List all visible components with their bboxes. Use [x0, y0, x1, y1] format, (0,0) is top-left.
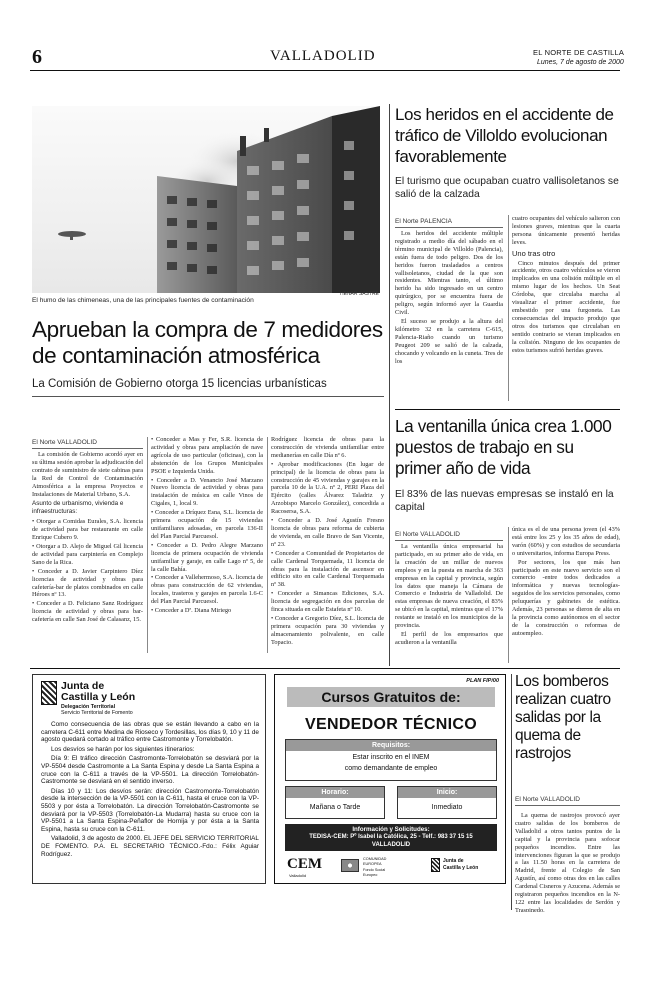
start-value: Inmediato [431, 804, 463, 811]
notice-paragraph: Día 9: El tráfico dirección Castromonte-Torrelobatón se desviará por la VP-5504 desde Castromonte a La Santa Espina y desde La Santa Espina a cruce con la C-611 a través de la VP-5501. La dirección Torrelobatón-Castromonte se desviará en el sentido inverso. [41, 755, 259, 786]
paragraph: • Conceder a Vallehermoso, S.A. licencia de obras para construcción de 62 viviendas, locales, trasteros y garajes en parcela 1.6-C del Plan Parcial Parcuesol. [151, 574, 263, 606]
paragraph: • Conceder a Comunidad de Propietarios de calle Cardenal Torquemada, 11 licencia de obras para la instalación de ascensor en edificio sito en calle Cardenal Torquemada nº 38. [271, 549, 384, 589]
paragraph: • Conceder a D. Pedro Alegre Marzano licencia de primera ocupación de vivienda unifamiliar y garaje, en calle Lago nº 5, de la calle Bahía. [151, 541, 263, 573]
paragraph: • Otorgar a Comidas Eurales, S.A. licencia de actividad para bar restaurante en calle Enrique Cubero 9. [32, 518, 143, 542]
photo-caption: El humo de las chimeneas, una de las principales fuentes de contaminación [32, 297, 254, 304]
story3-column-2 [512, 526, 620, 664]
story4-byline [515, 796, 620, 806]
eu-logo-line3: Fondo Social [363, 868, 386, 872]
paragraph: La ventanilla única empresarial ha participado, en su primer año de vida, en la creación de un millar de nuevos empleos y en la puesta en marcha de 363 empresas en la capital y provincia, según los datos que maneja la Cámara de Comercio e Industria de Valladolid. De estas empresas de nueva creación, el 83% se ubicó en la capital, mientras que el 17% restante se instaló en los municipios de la provincia. [395, 543, 503, 630]
paragraph: • Conceder a Mas y Fer, S.R. licencia de actividad y obras para ampliación de nave agrícola de uso particular (oficinas), con la abstención de los Grupos Municipales PSOE e Izquierda Unida. [151, 436, 263, 475]
cursos-title: Cursos Gratuitos de: [287, 687, 495, 707]
story2-column-1 [395, 230, 503, 402]
byline-text: El Norte PALENCIA [395, 218, 452, 225]
cem-logo: CEM [287, 856, 322, 872]
eu-logo-line1: COMUNIDAD [363, 857, 387, 861]
info-box [285, 824, 497, 851]
junta-dept-line2: Servicio Territorial de Fomento [61, 710, 133, 716]
paragraph: • Otorgar a D. Alejo de Miguel Gil licencia de actividad para carpintería en Complejo Sano de la Rica. [32, 542, 143, 566]
schedule-box [285, 786, 385, 819]
start-box [397, 786, 497, 819]
building-chimney-illustration [32, 106, 380, 293]
main-byline [32, 439, 143, 449]
schedule-value: Mañana o Tarde [309, 804, 361, 811]
info-label: Información y Solicitudes: [352, 826, 430, 833]
course-name: VENDEDOR TÉCNICO [305, 716, 477, 733]
paragraph: • Conceder a Dª. Diana Miriego [151, 607, 232, 615]
eu-logo-line4: Europeo [363, 873, 378, 877]
story2-headline: Los heridos en el accidente de tráfico de Villoldo evolucionan favorablemente [395, 105, 614, 166]
issue-date: Lunes, 7 de agosto de 2000 [537, 59, 624, 66]
story2-subhead: El turismo que ocupaban cuatro vallisoletanos se salió de la calzada [395, 176, 619, 200]
notice-paragraph: Los desvíos se harán por los siguientes itinerarios: [51, 745, 195, 753]
main-headline: Aprueban la compra de 7 medidores de contaminación atmosférica [32, 317, 383, 368]
paragraph: Por sectores, los que más han participado en este nuevo servicio son el comercio -entre todos dedicados a informática y nuevas tecnologías- seguidos de los servicios personales, como peluquerías y gabinetes de estética. Además, 23 personas se dieron de alta en la provincia como autónomos en el sector de la construcción o reformas de autoempleo. [512, 558, 620, 637]
cem-logo-sub: Valladolid [289, 873, 307, 878]
requirements-line1: Estar inscrito en el INEM [352, 754, 430, 761]
paragraph: • Aprobar modificaciones (En lugar de principal) de la licencia de obras para la construcción de 45 viviendas y garajes en la parcela 10 de la U.A. nº 2, PERI Plaza del Ejército (calles Álvarez Taladriz y Arzobispo Marcelo González), concedida a Racosersa, S.A. [271, 460, 384, 516]
paragraph: El perfil de los empresarios que acudieron a la ventanilla [395, 630, 503, 646]
paragraph: • Conceder a D. Javier Carpintero Díez licencias de actividad y obras para cafetería-bar de platos combinados en calle Héroes nº 13. [32, 567, 143, 599]
paragraph: Cinco minutos después del primer accidente, otros cuatro vehículos se vieron implicados en una colisión múltiple en el mismo lugar de los hechos. Un Seat Córdoba, que circulaba marcha al visualizar el primer accidente, fue embestido por una furgoneta. Las consecuencias del impacto produjo que otros dos turismos que circulaban en sentido contrario se vieran implicados en la colisión. Ninguno de los ocupantes de estos turismos sufrió heridas graves. [512, 259, 620, 354]
jcyl-logo-line2: Castilla y León [443, 865, 479, 871]
section-title: VALLADOLID [270, 48, 376, 64]
notice-paragraph: Valladolid, 3 de agosto de 2000. EL JEFE DEL SERVICIO TERRITORIAL DE FOMENTO. P.A. EL SECRETARIO TÉCNICO.-Fdo.: Félix Aguiar Rodríguez. [41, 835, 259, 858]
junta-shield-icon [41, 681, 57, 705]
photo-credit: HENAR SASTRE [340, 291, 379, 297]
paragraph: La quema de rastrojos provocó ayer cuatro salidas de los bomberos de Valladolid a otros tantos puntos de la capital y la provincia para sofocar pequeños incendios. Entre las intervenciones figuran la que se produjo a las 11.50 horas en la carretera de Madrid, frente al Colegio de San Agustín, así como otras dos en las calles Cardenal Cisneros y Azucena. Además se registraron pequeños incendios en la N-122 entre las localidades de Serdón y Traspinedo. [515, 812, 620, 912]
requirements-line2: como demandante de empleo [344, 765, 438, 772]
story3-subhead: El 83% de las nuevas empresas se instaló en la capital [395, 489, 614, 513]
eu-logo-line2: EUROPEA [363, 862, 382, 866]
story2-column-2 [512, 215, 620, 403]
story3-byline [395, 531, 503, 541]
page-number: 6 [32, 46, 42, 68]
ad-junta-notice [32, 674, 266, 884]
header-rule [30, 70, 620, 71]
byline-text: El Norte VALLADOLID [515, 796, 580, 803]
story3-headline: La ventanilla única crea 1.000 puestos de trabajo en su primer año de vida [395, 416, 612, 478]
notice-paragraph: Días 10 y 11: Los desvíos serán: dirección Castromonte-Torrelobatón desde la intersección de la VP-5501 con la C-611, hasta el cruce con la VP-5503 y por ésta a Torrelobatón. La dirección Torrelobatón-Castromonte se desviará por la VP-5503 (Torrelobatón-La Mudarra) hasta su cruce con la VP-5501 a La Santa Espina-Peñaflor de Hornija y por ésta a la Santa Espina, hasta su cruce con la C-611. [41, 787, 259, 833]
newspaper-name: EL NORTE DE CASTILLA [533, 48, 625, 57]
ad-cursos [274, 674, 506, 884]
junta-brand-line2: Castilla y León [61, 691, 136, 703]
junta-dept-line1: Delegación Territorial [61, 704, 116, 710]
paragraph: La comisión de Gobierno acordó ayer en su última sesión aprobar la adjudicación del contrato de suministro de siete cabinas para la Red de Control de Contaminación Atmosférica a la empresa Proyectos e Instalaciones de Material Urbano, S.A. [32, 451, 143, 498]
paragraph: • Conceder a Gregorio Díez, S.L. licencia de primera ocupación para 30 viviendas y almacenamiento polivalente, en calle Topacio. [271, 614, 384, 646]
info-city: VALLADOLID [371, 842, 411, 848]
plan-label: PLAN FIP/00 [466, 678, 499, 684]
requirements-box [285, 739, 497, 781]
eu-flag-icon [341, 859, 359, 872]
paragraph: cuatro ocupantes del vehículo salieron con lesiones graves, mientras que la cuarta persona únicamente presentó heridas leves. [512, 215, 620, 246]
byline-text: El Norte VALLADOLID [32, 439, 97, 446]
jcyl-logo-line1: Junta de [443, 858, 464, 864]
schedule-label: Horario: [286, 787, 384, 798]
main-column-1 [32, 451, 143, 673]
story2-byline [395, 218, 503, 228]
paragraph: • Conceder a D. José Agustín Fresno licencia de obras para reforma de cubierta de vivienda, en calle Bravo de San Vicente, nº 23. [271, 517, 384, 548]
paragraph: • Conceder a D. Feliciano Sanz Rodríguez licencia de actividad y obras para bar-cafetería en calle San José de Calasanz, 15. [32, 600, 143, 624]
start-label: Inicio: [398, 787, 496, 798]
main-column-2 [151, 436, 263, 658]
main-subhead: La Comisión de Gobierno otorga 15 licencias urbanísticas [32, 378, 327, 390]
byline-text: El Norte VALLADOLID [395, 531, 460, 538]
paragraph: Asunto de urbanismo, vivienda e infraestructuras: [32, 500, 124, 516]
notice-paragraph: Como consecuencia de las obras que se están llevando a cabo en la carretera C-611 entre Medina de Rioseco y Tordesillas, los días 9, 10 y 11 de agosto quedará cortado al tráfico entre Castromonte y Torrelobatón. [41, 721, 259, 744]
paragraph: Uno tras otro [512, 248, 556, 258]
story4-headline: Los bomberos realizan cuatro salidas por la quema de rastrojos [515, 673, 611, 762]
story3-column-1 [395, 543, 503, 663]
paragraph: El suceso se produjo a la altura del kilómetro 32 en la carretera C-615, Palencia-Riaño cuando un turismo Peugeot 209 se salió de la calzada, chocando y volcando en la cuneta. Tres de los [395, 317, 503, 365]
junta-brand-line1: Junta de [61, 680, 105, 692]
story4-body [515, 812, 620, 912]
junta-notice-body [41, 721, 259, 860]
paragraph: Los heridos del accidente múltiple registrado a medio día del sábado en el término municipal de Villoldo (Palencia), están fuera de todo peligro. Dos de los heridos fueron trasladados a centros vallisoletanos, ciudad de la que son residentes. Mientras tanto, el último herido ha sido ingresado en un centro quirúrgico, por se encuentra fuera de peligro, según informó ayer la Guardia Civil. [395, 230, 503, 317]
paragraph: • Conceder a Dríquez Esna, S.L. licencia de primera ocupación de 15 viviendas unifamiliares adosadas, en parcela 136-II del Plan Parcial Parcuesol. [151, 509, 263, 540]
main-column-3 [271, 436, 384, 658]
paragraph: • Conceder a D. Venancio José Marzano Nuevo licencia de actividad y obras para instalación de música en calle Vinos de Cigales, 1, local 9. [151, 476, 263, 508]
requirements-label: Requisitos: [286, 740, 496, 751]
paragraph: • Conceder a Simancas Ediciones, S.A. licencia de segregación en dos parcelas de finca situada en calle Estafeta nº 10. [271, 590, 384, 614]
paragraph: Rodríguez licencia de obras para la construcción de vivienda unifamiliar entre medianerías en calle Día nº 6. [271, 436, 384, 459]
jcyl-shield-icon [431, 858, 440, 872]
info-text: TEDISA-CEM: Pº Isabel la Católica, 25 - Telf.: 983 37 15 15 [309, 834, 473, 840]
news-photo [32, 106, 380, 293]
paragraph: única es el de una persona joven (el 43% está entre los 25 y los 35 años de edad), varón (60%) y con estudios de secundaria o universitarios, informa Europa Press. [512, 526, 620, 557]
